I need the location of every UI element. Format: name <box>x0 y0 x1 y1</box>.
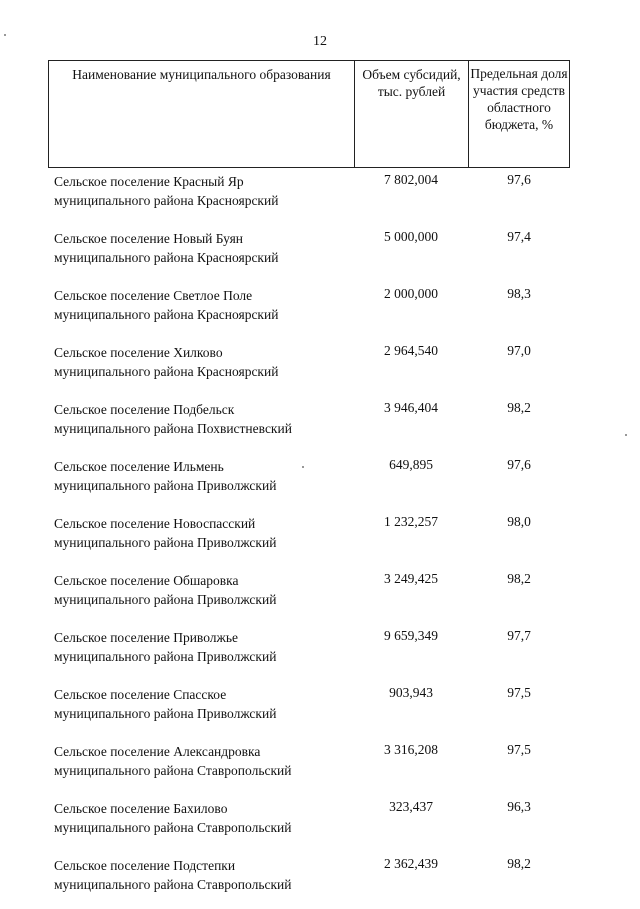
municipality-name-line2: муниципального района Ставропольский <box>54 877 292 892</box>
municipality-name-line1: Сельское поселение Ильмень <box>54 459 224 474</box>
table-row <box>0 282 640 339</box>
subsidy-volume: 9 659,349 <box>384 628 438 643</box>
municipality-name <box>54 856 354 894</box>
page-number: 12 <box>313 34 327 49</box>
budget-share: 98,2 <box>507 400 531 415</box>
municipality-name-line1: Сельское поселение Новый Буян <box>54 231 244 246</box>
scan-speck <box>302 466 304 468</box>
municipality-name-line1: Сельское поселение Спасское <box>54 687 227 702</box>
municipality-name-line2: муниципального района Красноярский <box>54 364 279 379</box>
municipality-name-line2: муниципального района Ставропольский <box>54 763 292 778</box>
subsidy-volume: 3 946,404 <box>384 400 438 415</box>
budget-share: 98,0 <box>507 514 531 529</box>
budget-share: 97,7 <box>507 628 531 643</box>
municipality-name-line2: муниципального района Ставропольский <box>54 820 292 835</box>
budget-share: 98,3 <box>507 286 531 301</box>
municipality-name-line2: муниципального района Похвистневский <box>54 421 292 436</box>
budget-share: 97,5 <box>507 685 531 700</box>
municipality-name <box>54 742 354 780</box>
budget-share: 97,4 <box>507 229 531 244</box>
municipality-name <box>54 799 354 837</box>
subsidy-volume: 1 232,257 <box>384 514 438 529</box>
table-row <box>0 453 640 510</box>
table-body <box>0 168 640 909</box>
subsidy-volume: 3 249,425 <box>384 571 438 586</box>
municipality-name <box>54 286 354 324</box>
subsidy-volume: 7 802,004 <box>384 172 438 187</box>
municipality-name-line1: Сельское поселение Новоспасский <box>54 516 256 531</box>
budget-share: 96,3 <box>507 799 531 814</box>
municipality-name-line1: Сельское поселение Приволжье <box>54 630 238 645</box>
municipality-name <box>54 685 354 723</box>
subsidy-volume: 5 000,000 <box>384 229 438 244</box>
scan-speck <box>625 434 627 436</box>
municipality-name-line1: Сельское поселение Хилково <box>54 345 223 360</box>
municipality-name-line1: Сельское поселение Александровка <box>54 744 261 759</box>
municipality-name-line2: муниципального района Приволжский <box>54 535 277 550</box>
municipality-name-line1: Сельское поселение Бахилово <box>54 801 228 816</box>
table-row <box>0 510 640 567</box>
budget-share: 97,5 <box>507 742 531 757</box>
subsidy-volume: 323,437 <box>389 799 433 814</box>
budget-share: 98,2 <box>507 571 531 586</box>
municipality-name-line1: Сельское поселение Красный Яр <box>54 174 244 189</box>
municipality-name <box>54 229 354 267</box>
table-row <box>0 624 640 681</box>
municipality-name-line1: Сельское поселение Подстепки <box>54 858 236 873</box>
municipality-name-line2: муниципального района Красноярский <box>54 250 279 265</box>
subsidy-volume: 2 362,439 <box>384 856 438 871</box>
budget-share: 97,6 <box>507 457 531 472</box>
municipality-name-line2: муниципального района Приволжский <box>54 478 277 493</box>
municipality-name-line2: муниципального района Красноярский <box>54 193 279 208</box>
municipality-name-line1: Сельское поселение Светлое Поле <box>54 288 253 303</box>
header-name-column: Наименование муниципального образования <box>49 61 355 167</box>
budget-share: 97,0 <box>507 343 531 358</box>
table-row <box>0 795 640 852</box>
municipality-name <box>54 457 354 495</box>
municipality-name <box>54 172 354 210</box>
municipality-name-line2: муниципального района Приволжский <box>54 592 277 607</box>
municipality-name-line2: муниципального района Красноярский <box>54 307 279 322</box>
subsidy-volume: 3 316,208 <box>384 742 438 757</box>
municipality-name <box>54 400 354 438</box>
scan-speck <box>4 34 6 36</box>
municipality-name <box>54 628 354 666</box>
table-row <box>0 225 640 282</box>
municipality-name-line2: муниципального района Приволжский <box>54 706 277 721</box>
table-row <box>0 339 640 396</box>
table-row <box>0 168 640 225</box>
table-row <box>0 567 640 624</box>
municipality-name-line2: муниципального района Приволжский <box>54 649 277 664</box>
budget-share: 98,2 <box>507 856 531 871</box>
municipality-name <box>54 571 354 609</box>
header-volume-column: Объем субсидий, тыс. рублей <box>355 61 469 167</box>
municipality-name <box>54 343 354 381</box>
table-row <box>0 738 640 795</box>
municipality-name-line1: Сельское поселение Подбельск <box>54 402 235 417</box>
municipality-name <box>54 514 354 552</box>
table-row <box>0 396 640 453</box>
municipality-name-line1: Сельское поселение Обшаровка <box>54 573 239 588</box>
subsidy-volume: 2 964,540 <box>384 343 438 358</box>
subsidy-volume: 903,943 <box>389 685 433 700</box>
subsidy-volume: 2 000,000 <box>384 286 438 301</box>
table-row <box>0 681 640 738</box>
budget-share: 97,6 <box>507 172 531 187</box>
header-share-column: Предельная доля участия средств областного бюджета, % <box>470 66 568 132</box>
table-header <box>48 60 570 168</box>
subsidy-volume: 649,895 <box>389 457 433 472</box>
table-row <box>0 852 640 909</box>
